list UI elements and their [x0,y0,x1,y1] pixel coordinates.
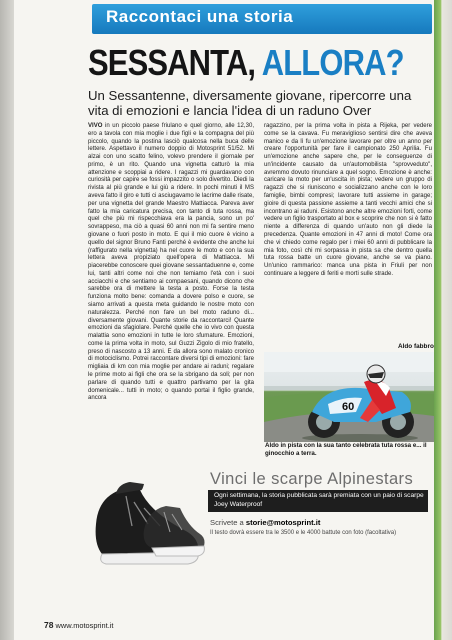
magazine-page [14,0,434,640]
footer-site: www.motosprint.it [55,621,114,630]
scan-right-edge [434,0,452,640]
photo-caption: Aldo in pista con la sua tanto celebrata tuta rossa e... il ginocchio a terra. [265,442,427,457]
promo-email-link[interactable]: storie@motosprint.it [245,518,321,527]
promo-note: Il testo dovrà essere tra le 3500 e le 4000 battute con foto (facoltativa) [210,530,397,536]
article-author: Aldo fabbro [398,343,434,350]
section-banner [92,4,432,34]
sneakers-image [88,468,206,572]
article-column-1 [88,123,254,403]
rider-illustration [264,352,434,442]
promo-write-label: Scrivete a [210,518,244,527]
bike-number: 60 [342,401,355,413]
headline-part-1: SESSANTA, [88,42,256,83]
promo-bar [208,490,428,512]
article-lead-word: VIVO [88,123,103,129]
scan-left-margin [0,0,14,640]
article-column-2-text: ragazzino, per la prima volta in pista a Rijeka, per vedere come se la cavava. Fu meraviglioso sentirsi dire che aveva manico e da lì fu un'emozione lavorare per oltre un anno per creare l'opportunità per fare il campionato 250 Aprilia. Fu un'emozione anche sapere che, per le conseguenze di un'incidente causato da un'automobilista "sprovveduto", avremmo dovuto rinunciare a quel sogno. Emozione è anche: caricare la moto per un'uscita in pista; vedere un gruppo di ragazzi che si riuniscono e socializzano anche con le loro famiglie, bimbi compresi; lavorare tutti assieme in garage; gioire di questa passione assieme a tanti vecchi amici che si incontrano ai raduni. Esistono anche altre emozioni forti, come vedere un figlio trasportato al box e scoprire che non si è fatto niente a differenza di quando un'auto non gli diede la precedenza. Quante emozioni in 47 anni di moto! Come ora che vi chiedo come regalo per i miei 60 anni di pubblicare la mia foto, così chi mi sorpassa in pista sa che dentro quella tuta rossa batte un cuore giovane, anche se va piano. Un'unico rammarico: manca una pista in Friuli per non continuare a leggere di feriti e morti sulle strade. [264,123,432,277]
page-footer [44,620,113,630]
promo-box [88,468,434,572]
headline [88,42,404,84]
promo-contact [210,518,320,527]
rider-photo [264,352,434,442]
page-number: 78 [44,620,54,630]
headline-part-2: ALLORA? [261,42,404,83]
article-column-1-text: in un piccolo paese friulano e quel giorno, alle 12,30, ero a tavola con mia moglie i due figli e la compagna del più piccolo, quando la postina lasciò qualcosa nella buca delle lettere. Aspettavo il numero doppio di Motosprint 51/52. Mi alzai con uno scatto felino, volevo prendere il giornale per primo, è un rito. Quando una vignetta catturò la mia attenzione e scoppiai a ridere. I ragazzi mi guardavano con curiosità per capire se fossi impazzito o solo divertito. Diedi la rivista al più grande e lui giù a ridere. In pochi minuti il MS aveva fatto il giro e tutti ci asciugavamo le lacrime dalle risate, per una vignetta del grande Maestro Mattiacca. Pareva aver fatto la mia caricatura precisa, con tanto di tuta rossa, ma quel che più mi rispecchiava era la pancia, sono un po' sovrappeso, ma ciò a quasi 60 anni non mi fa sentire meno giovane o fuori posto in moto. E qui il mio cuore è vicino a quello del signor Bruno Fanti perché è evidente che anche lui (raffigurato nella vignetta) ha nel cuore le moto e con la sua lettera aveva propiziato quell'opera di Mattiacca. Mi piacerebbe conoscere quei giovane sessantaduenne e, come lui, tanti altri come noi che non temiamo l'età con i suoi acciacchi e che sentiamo ai compaesani, quando dicono che sarebbe ora di mettere la testa a posto. Forse la testa funziona molto bene: comanda a dovere polso e cuore, se siamo arrivati a questa meta guidando le nostre moto con naturalezza. Perché non fare un bel moto raduno di... diversamente giovani. Quante storie da raccontarci! Quante emozioni da sfagiolare. Perché quelle che io vivo con questa malattia sono emozioni in tutte le loro sfumature. Emozioni, come la prima volta in moto, sul Guzzi Zigolo di mio fratello, preso di nascosto a 13 anni. E da allora sono malato cronico di motociclismo. Potrei raccontare diversi tipi di emozioni: fare migliaia di km con mia moglie per andare ai raduni; regalare le prime moto ai figli che ora se la sbrigano da soli; per non parlare di quando tutti e quattro partivamo per la gita domenicale... tutti in moto; o quando portai il figlio grande, ancora [88,123,254,402]
subheadline: Un Sessantenne, diversamente giovane, ripercorre una vita di emozioni e lancia l'idea di un raduno Over [88,88,412,118]
promo-title: Vinci le scarpe Alpinestars [210,470,414,488]
section-banner-title: Raccontaci una storia [106,7,294,26]
article-column-2 [264,123,432,279]
promo-text: Ogni settimana, la storia pubblicata sarà premiata con un paio di scarpe Joey Waterproof [214,492,424,508]
